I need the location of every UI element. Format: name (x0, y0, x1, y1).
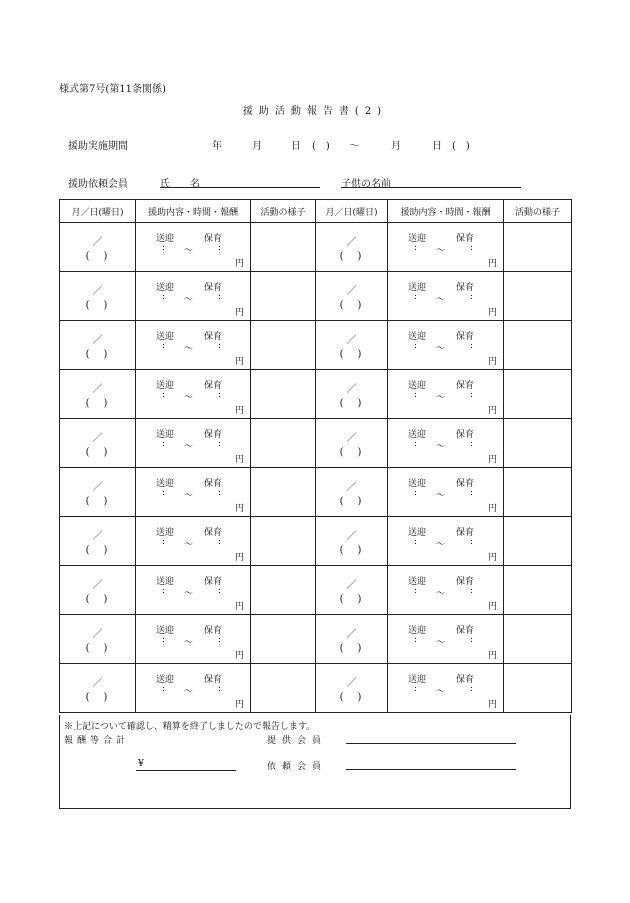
time-colon-end: : (470, 488, 474, 498)
time-colon-start: : (162, 243, 166, 253)
content-cell-left[interactable] (136, 272, 251, 321)
weekday-paren: ( ) (85, 643, 110, 654)
weekday-paren: ( ) (339, 251, 364, 262)
activity-table (59, 199, 572, 713)
activity-cell-left[interactable] (251, 321, 316, 370)
period-from-weekday: ( ) (312, 141, 330, 152)
care-label: 保育 (204, 479, 223, 489)
time-colon-start: : (414, 243, 418, 253)
time-tilde: ～ (436, 393, 446, 403)
date-cell-right[interactable] (316, 566, 388, 615)
activity-cell-right[interactable] (504, 370, 572, 419)
table-row (60, 370, 572, 419)
content-cell-right[interactable] (388, 223, 504, 272)
name-label: 氏 名 (160, 179, 200, 190)
date-slash: ／ (346, 678, 357, 689)
content-cell-right[interactable] (388, 370, 504, 419)
time-colon-start: : (162, 439, 166, 449)
content-cell-left[interactable] (136, 615, 251, 664)
total-label: 報酬等合計 (64, 736, 130, 746)
time-colon-end: : (470, 586, 474, 596)
yen-label: 円 (234, 308, 244, 318)
date-cell-right[interactable] (316, 517, 388, 566)
activity-cell-left[interactable] (251, 272, 316, 321)
content-cell-left[interactable] (136, 468, 251, 517)
care-label: 保育 (204, 234, 223, 244)
yen-label: 円 (234, 406, 244, 416)
time-colon-start: : (414, 390, 418, 400)
time-colon-start: : (162, 488, 166, 498)
footer-section (59, 715, 571, 809)
column-header-activity-left: 活動の様子 (251, 200, 316, 223)
weekday-paren: ( ) (339, 643, 364, 654)
date-slash: ／ (92, 629, 103, 640)
date-cell-right[interactable] (316, 321, 388, 370)
activity-cell-left[interactable] (251, 468, 316, 517)
time-colon-start: : (414, 635, 418, 645)
date-cell-right[interactable] (316, 664, 388, 713)
time-colon-start: : (414, 586, 418, 596)
content-cell-right[interactable] (388, 615, 504, 664)
activity-cell-right[interactable] (504, 566, 572, 615)
yen-label: 円 (487, 357, 497, 367)
transport-label: 送迎 (156, 479, 175, 489)
table-row (60, 272, 572, 321)
date-cell-right[interactable] (316, 223, 388, 272)
period-from-year: 年 (212, 141, 222, 152)
yen-label: 円 (234, 602, 244, 612)
care-label: 保育 (204, 626, 223, 636)
transport-label: 送迎 (156, 675, 175, 685)
provider-field-underline[interactable] (346, 731, 516, 744)
time-colon-start: : (414, 537, 418, 547)
requester-field-underline[interactable] (346, 757, 516, 770)
period-to-weekday: ( ) (452, 141, 470, 152)
name-field-underline[interactable] (160, 175, 320, 188)
column-header-date-right: 月／日(曜日) (316, 200, 388, 223)
content-cell-right[interactable] (388, 272, 504, 321)
date-cell-left[interactable] (60, 419, 136, 468)
column-header-date-left: 月／日(曜日) (60, 200, 136, 223)
time-tilde: ～ (184, 540, 194, 550)
weekday-paren: ( ) (339, 300, 364, 311)
time-tilde: ～ (436, 344, 446, 354)
period-label: 援助実施期間 (68, 141, 128, 152)
table-row (60, 321, 572, 370)
care-label: 保育 (456, 234, 475, 244)
date-slash: ／ (346, 482, 357, 493)
yen-label: 円 (234, 651, 244, 661)
yen-label: 円 (487, 651, 497, 661)
date-slash: ／ (346, 580, 357, 591)
table-row (60, 517, 572, 566)
period-tilde: ～ (349, 141, 359, 152)
transport-label: 送迎 (156, 234, 175, 244)
time-tilde: ～ (436, 442, 446, 452)
date-cell-right[interactable] (316, 370, 388, 419)
care-label: 保育 (456, 283, 475, 293)
date-cell-left[interactable] (60, 272, 136, 321)
activity-cell-right[interactable] (504, 272, 572, 321)
activity-cell-left[interactable] (251, 566, 316, 615)
date-slash: ／ (346, 433, 357, 444)
table-row (60, 566, 572, 615)
yen-label: 円 (487, 553, 497, 563)
activity-cell-right[interactable] (504, 321, 572, 370)
transport-label: 送迎 (156, 283, 175, 293)
date-slash: ／ (92, 678, 103, 689)
care-label: 保育 (456, 332, 475, 342)
period-from-month: 月 (252, 141, 262, 152)
yen-label: 円 (487, 308, 497, 318)
weekday-paren: ( ) (85, 447, 110, 458)
content-cell-left[interactable] (136, 321, 251, 370)
transport-label: 送迎 (156, 332, 175, 342)
yen-label: 円 (487, 259, 497, 269)
activity-cell-right[interactable] (504, 468, 572, 517)
requester-member-footer-label: 依頼会員 (267, 762, 328, 772)
transport-label: 送迎 (408, 479, 427, 489)
date-cell-right[interactable] (316, 468, 388, 517)
time-colon-start: : (162, 292, 166, 302)
time-tilde: ～ (436, 687, 446, 697)
time-tilde: ～ (184, 589, 194, 599)
date-slash: ／ (346, 335, 357, 346)
content-cell-left[interactable] (136, 566, 251, 615)
time-colon-end: : (470, 537, 474, 547)
time-tilde: ～ (184, 344, 194, 354)
care-label: 保育 (456, 577, 475, 587)
time-colon-end: : (218, 537, 222, 547)
activity-cell-left[interactable] (251, 370, 316, 419)
date-slash: ／ (92, 531, 103, 542)
yen-label: 円 (234, 455, 244, 465)
table-row (60, 419, 572, 468)
transport-label: 送迎 (408, 430, 427, 440)
time-colon-end: : (470, 243, 474, 253)
time-colon-start: : (162, 635, 166, 645)
activity-cell-right[interactable] (504, 223, 572, 272)
period-from-day: 日 (291, 141, 301, 152)
date-slash: ／ (92, 286, 103, 297)
yen-label: 円 (487, 455, 497, 465)
date-slash: ／ (346, 384, 357, 395)
transport-label: 送迎 (408, 528, 427, 538)
weekday-paren: ( ) (85, 692, 110, 703)
activity-cell-left[interactable] (251, 664, 316, 713)
period-to-day: 日 (432, 141, 442, 152)
date-cell-right[interactable] (316, 615, 388, 664)
time-colon-start: : (162, 684, 166, 694)
date-cell-left[interactable] (60, 223, 136, 272)
time-colon-end: : (218, 341, 222, 351)
column-header-content-left: 援助内容・時間・報酬 (136, 200, 251, 223)
transport-label: 送迎 (408, 381, 427, 391)
form-number: 様式第7号(第11条関係) (59, 84, 166, 95)
date-cell-left[interactable] (60, 370, 136, 419)
yen-label: 円 (487, 602, 497, 612)
table-row (60, 468, 572, 517)
transport-label: 送迎 (156, 577, 175, 587)
yen-label: 円 (234, 700, 244, 710)
transport-label: 送迎 (408, 675, 427, 685)
weekday-paren: ( ) (339, 594, 364, 605)
date-slash: ／ (346, 531, 357, 542)
time-colon-start: : (162, 341, 166, 351)
yen-label: 円 (487, 700, 497, 710)
time-colon-start: : (162, 537, 166, 547)
document-title: 援助活動報告書(2) (242, 106, 388, 117)
activity-cell-right[interactable] (504, 615, 572, 664)
time-colon-end: : (218, 635, 222, 645)
activity-cell-left[interactable] (251, 517, 316, 566)
provider-member-label: 提供会員 (267, 736, 328, 746)
activity-cell-right[interactable] (504, 664, 572, 713)
time-tilde: ～ (184, 295, 194, 305)
transport-label: 送迎 (408, 234, 427, 244)
date-cell-left[interactable] (60, 517, 136, 566)
date-cell-right[interactable] (316, 272, 388, 321)
period-to-month: 月 (391, 141, 401, 152)
requester-member-label: 援助依頼会員 (68, 179, 128, 190)
content-cell-right[interactable] (388, 419, 504, 468)
time-colon-end: : (218, 292, 222, 302)
column-header-content-right: 援助内容・時間・報酬 (388, 200, 504, 223)
yen-label: 円 (487, 406, 497, 416)
time-colon-start: : (414, 684, 418, 694)
time-tilde: ～ (184, 393, 194, 403)
care-label: 保育 (456, 430, 475, 440)
time-colon-end: : (470, 635, 474, 645)
time-tilde: ～ (436, 638, 446, 648)
time-colon-start: : (414, 292, 418, 302)
time-colon-start: : (414, 488, 418, 498)
column-header-activity-right: 活動の様子 (504, 200, 572, 223)
weekday-paren: ( ) (85, 496, 110, 507)
time-tilde: ～ (436, 295, 446, 305)
footer-note: ※上記について確認し、精算を終了しましたので報告します。 (64, 722, 316, 732)
content-cell-right[interactable] (388, 566, 504, 615)
transport-label: 送迎 (408, 332, 427, 342)
activity-cell-right[interactable] (504, 517, 572, 566)
date-cell-left[interactable] (60, 566, 136, 615)
weekday-paren: ( ) (85, 398, 110, 409)
time-colon-end: : (470, 684, 474, 694)
yen-label: 円 (234, 357, 244, 367)
care-label: 保育 (204, 528, 223, 538)
transport-label: 送迎 (156, 430, 175, 440)
weekday-paren: ( ) (85, 349, 110, 360)
time-tilde: ～ (436, 491, 446, 501)
weekday-paren: ( ) (85, 545, 110, 556)
date-slash: ／ (92, 580, 103, 591)
weekday-paren: ( ) (85, 251, 110, 262)
time-colon-end: : (218, 684, 222, 694)
transport-label: 送迎 (408, 626, 427, 636)
date-cell-left[interactable] (60, 664, 136, 713)
yen-label: 円 (234, 259, 244, 269)
time-tilde: ～ (436, 540, 446, 550)
care-label: 保育 (204, 332, 223, 342)
activity-cell-left[interactable] (251, 223, 316, 272)
date-slash: ／ (346, 237, 357, 248)
time-colon-start: : (414, 341, 418, 351)
care-label: 保育 (456, 528, 475, 538)
content-cell-right[interactable] (388, 321, 504, 370)
child-name-field-underline[interactable] (341, 175, 521, 188)
date-slash: ／ (346, 286, 357, 297)
time-colon-end: : (218, 390, 222, 400)
yen-label: 円 (234, 553, 244, 563)
care-label: 保育 (204, 577, 223, 587)
weekday-paren: ( ) (339, 398, 364, 409)
transport-label: 送迎 (156, 381, 175, 391)
care-label: 保育 (456, 675, 475, 685)
content-cell-left[interactable] (136, 419, 251, 468)
date-cell-left[interactable] (60, 468, 136, 517)
activity-cell-right[interactable] (504, 419, 572, 468)
content-cell-right[interactable] (388, 468, 504, 517)
yen-label: 円 (234, 504, 244, 514)
time-tilde: ～ (184, 491, 194, 501)
time-colon-end: : (470, 439, 474, 449)
content-cell-right[interactable] (388, 517, 504, 566)
transport-label: 送迎 (156, 528, 175, 538)
time-colon-end: : (218, 488, 222, 498)
time-colon-start: : (162, 390, 166, 400)
content-cell-left[interactable] (136, 370, 251, 419)
time-tilde: ～ (436, 246, 446, 256)
time-tilde: ～ (184, 638, 194, 648)
date-slash: ／ (92, 335, 103, 346)
care-label: 保育 (456, 479, 475, 489)
weekday-paren: ( ) (339, 349, 364, 360)
date-slash: ／ (92, 482, 103, 493)
time-colon-end: : (218, 586, 222, 596)
yen-symbol: ¥ (138, 759, 144, 769)
transport-label: 送迎 (408, 577, 427, 587)
time-colon-end: : (218, 439, 222, 449)
time-tilde: ～ (184, 687, 194, 697)
total-amount-field-underline[interactable] (136, 758, 236, 771)
date-slash: ／ (346, 629, 357, 640)
activity-cell-left[interactable] (251, 419, 316, 468)
date-slash: ／ (92, 384, 103, 395)
weekday-paren: ( ) (339, 545, 364, 556)
time-tilde: ～ (436, 589, 446, 599)
time-colon-end: : (218, 243, 222, 253)
transport-label: 送迎 (408, 283, 427, 293)
care-label: 保育 (204, 675, 223, 685)
table-row (60, 615, 572, 664)
care-label: 保育 (204, 430, 223, 440)
weekday-paren: ( ) (339, 692, 364, 703)
yen-label: 円 (487, 504, 497, 514)
date-cell-left[interactable] (60, 321, 136, 370)
date-slash: ／ (92, 237, 103, 248)
time-colon-end: : (470, 390, 474, 400)
time-colon-end: : (470, 292, 474, 302)
weekday-paren: ( ) (85, 594, 110, 605)
time-colon-start: : (414, 439, 418, 449)
weekday-paren: ( ) (85, 300, 110, 311)
table-header-row (60, 200, 572, 223)
content-cell-right[interactable] (388, 664, 504, 713)
care-label: 保育 (204, 381, 223, 391)
time-colon-end: : (470, 341, 474, 351)
content-cell-left[interactable] (136, 223, 251, 272)
care-label: 保育 (204, 283, 223, 293)
activity-cell-left[interactable] (251, 615, 316, 664)
weekday-paren: ( ) (339, 447, 364, 458)
time-tilde: ～ (184, 246, 194, 256)
time-tilde: ～ (184, 442, 194, 452)
table-row (60, 664, 572, 713)
time-colon-start: : (162, 586, 166, 596)
content-cell-left[interactable] (136, 517, 251, 566)
transport-label: 送迎 (156, 626, 175, 636)
date-cell-right[interactable] (316, 419, 388, 468)
child-name-label: 子供の名前 (341, 179, 391, 190)
care-label: 保育 (456, 626, 475, 636)
table-row (60, 223, 572, 272)
content-cell-left[interactable] (136, 664, 251, 713)
date-cell-left[interactable] (60, 615, 136, 664)
date-slash: ／ (92, 433, 103, 444)
weekday-paren: ( ) (339, 496, 364, 507)
care-label: 保育 (456, 381, 475, 391)
